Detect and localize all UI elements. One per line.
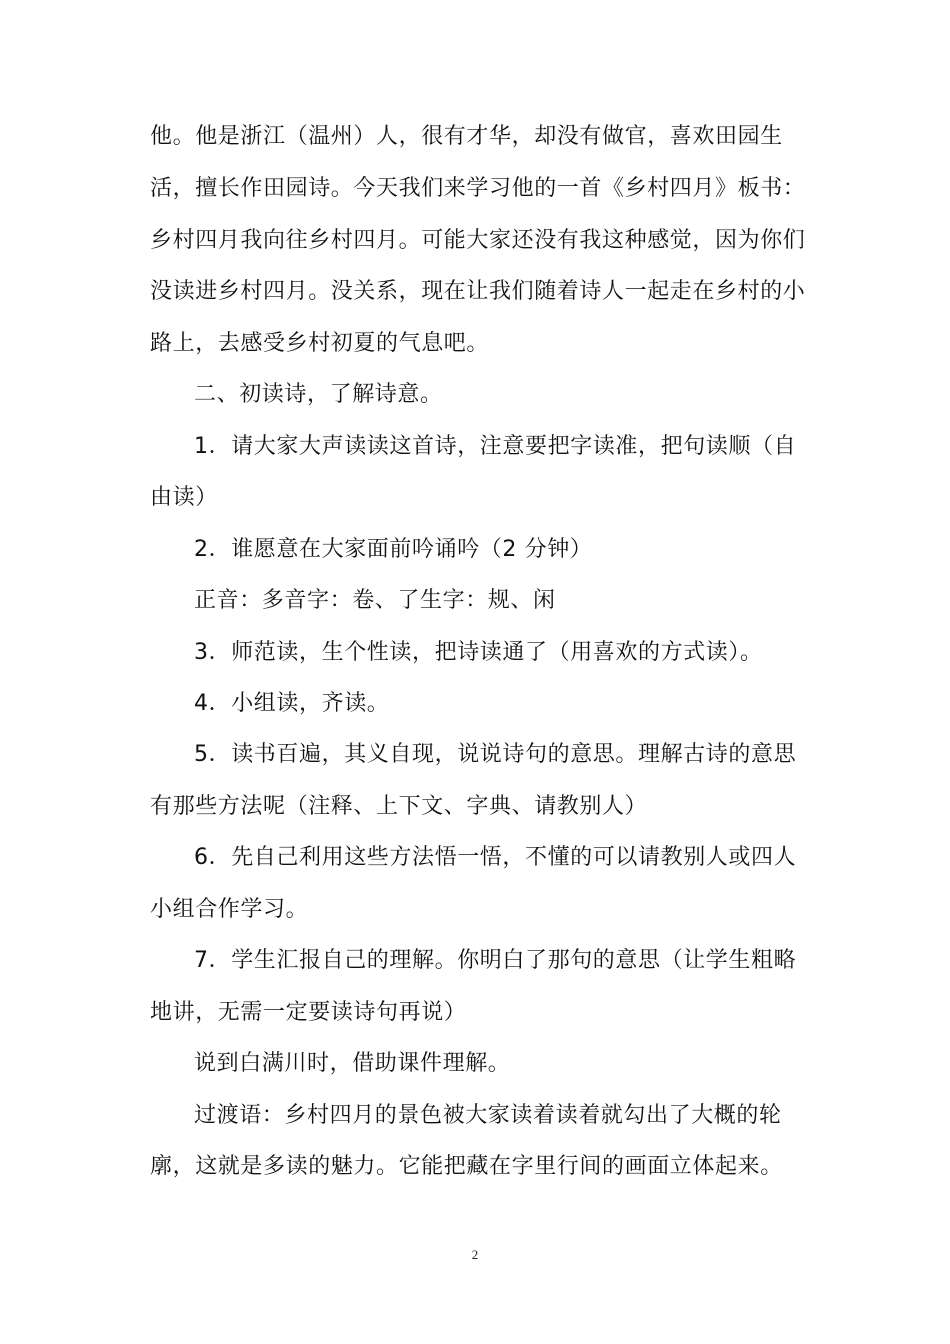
paragraph-line-21: 廓，这就是多读的魅力。它能把藏在字里行间的画面立体起来。 (150, 1154, 783, 1179)
page-number: 2 (471, 1247, 479, 1262)
paragraph-line-5: 路上，去感受乡村初夏的气息吧。 (150, 331, 490, 356)
paragraph-line-20: 过渡语：乡村四月的景色被大家读着读着就勾出了大概的轮 (194, 1103, 782, 1128)
paragraph-line-11: 3．师范读，生个性读，把诗读通了（用喜欢的方式读）。 (194, 640, 763, 665)
paragraph-line-13: 5．读书百遍，其义自现，说说诗句的意思。理解古诗的意思 (194, 742, 797, 767)
paragraph-line-19: 说到白满川时，借助课件理解。 (194, 1051, 511, 1076)
paragraph-line-2: 活，擅长作田园诗。今天我们来学习他的一首《乡村四月》板书： (150, 176, 806, 201)
paragraph-line-16: 小组合作学习。 (150, 897, 309, 922)
paragraph-line-18: 地讲，无需一定要读诗句再说） (150, 1000, 467, 1025)
paragraph-line-10: 正音：多音字：卷、了生字：规、闲 (194, 588, 556, 613)
paragraph-line-12: 4．小组读，齐读。 (194, 691, 390, 716)
paragraph-line-7: 1．请大家大声读读这首诗，注意要把字读准，把句读顺（自 (194, 434, 797, 459)
paragraph-line-1: 他。他是浙江（温州）人，很有才华，却没有做官，喜欢田园生 (150, 124, 783, 149)
paragraph-line-15: 6．先自己利用这些方法悟一悟，不懂的可以请教别人或四人 (194, 845, 797, 870)
paragraph-line-3: 乡村四月我向往乡村四月。可能大家还没有我这种感觉，因为你们 (150, 228, 806, 253)
paragraph-line-8: 由读） (150, 485, 218, 510)
section-heading: 二、初读诗，了解诗意。 (194, 382, 443, 407)
paragraph-line-9: 2．谁愿意在大家面前吟诵吟（2 分钟） (194, 537, 593, 562)
paragraph-line-17: 7．学生汇报自己的理解。你明白了那句的意思（让学生粗略 (194, 948, 797, 973)
paragraph-line-4: 没读进乡村四月。没关系，现在让我们随着诗人一起走在乡村的小 (150, 279, 806, 304)
paragraph-line-14: 有那些方法呢（注释、上下文、字典、请教别人） (150, 794, 648, 819)
